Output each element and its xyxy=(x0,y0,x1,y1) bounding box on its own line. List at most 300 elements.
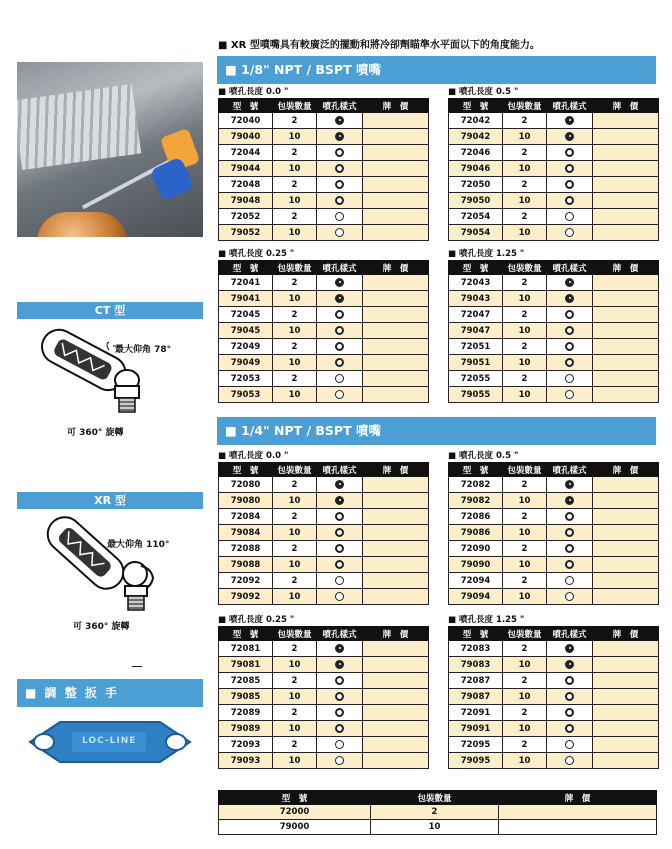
orifice-style-cell xyxy=(317,589,363,605)
orifice-style-cell xyxy=(317,307,363,323)
model-cell: 79055 xyxy=(449,387,503,403)
model-cell: 79084 xyxy=(219,525,273,541)
table-row xyxy=(449,339,659,355)
orifice-ring-icon xyxy=(335,196,344,205)
price-cell xyxy=(593,641,659,657)
col-price: 牌 價 xyxy=(593,627,659,641)
spec-table xyxy=(448,626,659,769)
model-cell: 79049 xyxy=(219,355,273,371)
model-cell: 72047 xyxy=(449,307,503,323)
orifice-style-cell xyxy=(547,657,593,673)
price-cell xyxy=(593,145,659,161)
model-cell: 79047 xyxy=(449,323,503,339)
xr-nozzle-diagram xyxy=(17,512,203,632)
qty-cell: 10 xyxy=(503,323,547,339)
qty-cell: 10 xyxy=(273,525,317,541)
col-style: 噴孔樣式 xyxy=(317,261,363,275)
ct-nozzle-diagram xyxy=(17,322,203,438)
price-cell xyxy=(593,657,659,673)
table-row xyxy=(219,721,429,737)
price-cell xyxy=(363,753,429,769)
model-cell: 79092 xyxy=(219,589,273,605)
model-cell: 72041 xyxy=(219,275,273,291)
price-cell xyxy=(499,805,657,820)
orifice-open-icon xyxy=(335,374,344,383)
price-cell xyxy=(593,339,659,355)
orifice-style-cell xyxy=(547,705,593,721)
orifice-ring-icon xyxy=(565,148,574,157)
qty-cell: 10 xyxy=(273,557,317,573)
orifice-full-icon xyxy=(335,132,344,141)
model-cell: 79086 xyxy=(449,525,503,541)
spec-table xyxy=(448,462,659,605)
col-model: 型 號 xyxy=(219,261,273,275)
orifice-style-cell xyxy=(547,493,593,509)
table-row xyxy=(219,371,429,387)
qty-cell: 2 xyxy=(273,339,317,355)
orifice-ring-icon xyxy=(565,676,574,685)
orifice-style-cell xyxy=(317,721,363,737)
col-qty: 包裝數量 xyxy=(503,463,547,477)
price-cell xyxy=(363,339,429,355)
orifice-style-cell xyxy=(317,387,363,403)
col-price: 牌 價 xyxy=(363,261,429,275)
model-cell: 72055 xyxy=(449,371,503,387)
model-cell: 72088 xyxy=(219,541,273,557)
table-row xyxy=(219,477,429,493)
table-row xyxy=(449,209,659,225)
orifice-style-cell xyxy=(547,387,593,403)
model-cell: 72086 xyxy=(449,509,503,525)
qty-cell: 10 xyxy=(503,557,547,573)
orifice-style-cell xyxy=(317,129,363,145)
col-qty: 包裝數量 xyxy=(273,627,317,641)
price-cell xyxy=(593,689,659,705)
orifice-style-cell xyxy=(317,275,363,291)
model-cell: 72043 xyxy=(449,275,503,291)
qty-cell: 10 xyxy=(273,753,317,769)
orifice-style-cell xyxy=(547,355,593,371)
model-cell: 79080 xyxy=(219,493,273,509)
orifice-style-cell xyxy=(547,177,593,193)
price-cell xyxy=(593,177,659,193)
orifice-style-cell xyxy=(317,161,363,177)
orifice-style-cell xyxy=(317,689,363,705)
orifice-style-cell xyxy=(547,145,593,161)
qty-cell: 10 xyxy=(503,355,547,371)
orifice-full-icon xyxy=(565,132,574,141)
orifice-style-cell xyxy=(317,509,363,525)
model-cell: 72052 xyxy=(219,209,273,225)
qty-cell: 2 xyxy=(503,145,547,161)
table-row xyxy=(219,509,429,525)
table-row xyxy=(449,193,659,209)
model-cell: 72081 xyxy=(219,641,273,657)
price-cell xyxy=(363,291,429,307)
col-price: 牌 價 xyxy=(593,261,659,275)
divider xyxy=(132,666,142,667)
table-row xyxy=(449,161,659,177)
orifice-style-cell xyxy=(547,129,593,145)
price-cell xyxy=(593,557,659,573)
orifice-ring-icon xyxy=(335,676,344,685)
spec-table-title: ■ 噴孔長度 0.25 " xyxy=(218,615,295,625)
orifice-full-icon xyxy=(565,116,574,125)
model-cell: 79042 xyxy=(449,129,503,145)
table-row xyxy=(449,737,659,753)
orifice-ring-icon xyxy=(335,512,344,521)
qty-cell: 10 xyxy=(273,291,317,307)
orifice-ring-icon xyxy=(335,164,344,173)
table-row xyxy=(449,753,659,769)
spec-table-block xyxy=(218,614,428,769)
price-cell xyxy=(593,721,659,737)
orifice-ring-icon xyxy=(335,180,344,189)
orifice-style-cell xyxy=(317,641,363,657)
orifice-ring-icon xyxy=(335,342,344,351)
col-model: 型 號 xyxy=(219,99,273,113)
orifice-open-icon xyxy=(565,228,574,237)
spec-table xyxy=(448,260,659,403)
orifice-ring-icon xyxy=(565,326,574,335)
orifice-style-cell xyxy=(547,689,593,705)
model-cell: 72085 xyxy=(219,673,273,689)
price-cell xyxy=(363,641,429,657)
orifice-ring-icon xyxy=(565,544,574,553)
qty-cell: 10 xyxy=(273,689,317,705)
price-cell xyxy=(363,689,429,705)
price-cell xyxy=(363,387,429,403)
model-cell: 79000 xyxy=(219,820,371,835)
table-row xyxy=(449,113,659,129)
orifice-style-cell xyxy=(317,323,363,339)
table-row xyxy=(449,705,659,721)
table-row xyxy=(449,291,659,307)
orifice-open-icon xyxy=(565,390,574,399)
price-cell xyxy=(363,573,429,589)
qty-cell: 2 xyxy=(273,673,317,689)
price-cell xyxy=(363,493,429,509)
orifice-style-cell xyxy=(547,161,593,177)
model-cell: 79081 xyxy=(219,657,273,673)
spec-table xyxy=(218,260,429,403)
col-model: 型 號 xyxy=(449,463,503,477)
table-row xyxy=(449,657,659,673)
spec-table-block xyxy=(218,450,428,605)
col-model: 型 號 xyxy=(449,261,503,275)
orifice-open-icon xyxy=(565,212,574,221)
orifice-style-cell xyxy=(317,209,363,225)
price-cell xyxy=(593,541,659,557)
col-qty: 包裝數量 xyxy=(503,99,547,113)
price-cell xyxy=(363,323,429,339)
qty-cell: 10 xyxy=(503,493,547,509)
orifice-style-cell xyxy=(317,657,363,673)
model-cell: 72092 xyxy=(219,573,273,589)
col-qty: 包裝數量 xyxy=(273,261,317,275)
model-cell: 72046 xyxy=(449,145,503,161)
table-row xyxy=(219,209,429,225)
model-cell: 72087 xyxy=(449,673,503,689)
table-row xyxy=(449,573,659,589)
price-cell xyxy=(363,737,429,753)
model-cell: 72094 xyxy=(449,573,503,589)
orifice-ring-icon xyxy=(335,724,344,733)
ct-max-angle-label: 最大仰角 78° xyxy=(115,345,172,355)
orifice-open-icon xyxy=(335,740,344,749)
qty-cell: 2 xyxy=(503,673,547,689)
qty-cell: 10 xyxy=(273,387,317,403)
table-row xyxy=(449,275,659,291)
coolant-nozzle-photo xyxy=(17,62,203,237)
col-model: 型 號 xyxy=(449,99,503,113)
table-row xyxy=(219,820,657,835)
orifice-full-icon xyxy=(335,278,344,287)
table-row xyxy=(219,541,429,557)
orifice-style-cell xyxy=(547,753,593,769)
qty-cell: 10 xyxy=(503,387,547,403)
model-cell: 72045 xyxy=(219,307,273,323)
orifice-ring-icon xyxy=(335,148,344,157)
table-row xyxy=(449,721,659,737)
price-cell xyxy=(593,705,659,721)
model-cell: 72050 xyxy=(449,177,503,193)
orifice-ring-icon xyxy=(565,692,574,701)
orifice-full-icon xyxy=(565,480,574,489)
adjustment-wrench-image xyxy=(20,712,200,772)
orifice-style-cell xyxy=(317,541,363,557)
qty-cell: 2 xyxy=(273,641,317,657)
table-row xyxy=(219,387,429,403)
orifice-ring-icon xyxy=(565,310,574,319)
price-cell xyxy=(363,177,429,193)
col-qty: 包裝數量 xyxy=(273,463,317,477)
table-row xyxy=(449,371,659,387)
model-cell: 72084 xyxy=(219,509,273,525)
qty-cell: 2 xyxy=(503,339,547,355)
price-cell xyxy=(363,193,429,209)
qty-cell: 10 xyxy=(503,525,547,541)
qty-cell: 2 xyxy=(503,705,547,721)
qty-cell: 2 xyxy=(503,209,547,225)
qty-cell: 10 xyxy=(273,161,317,177)
model-cell: 72093 xyxy=(219,737,273,753)
orifice-ring-icon xyxy=(335,560,344,569)
qty-cell: 2 xyxy=(273,705,317,721)
model-cell: 72000 xyxy=(219,805,371,820)
price-cell xyxy=(593,573,659,589)
spec-table xyxy=(218,626,429,769)
qty-cell: 2 xyxy=(273,177,317,193)
orifice-ring-icon xyxy=(335,708,344,717)
model-cell: 79083 xyxy=(449,657,503,673)
table-row xyxy=(219,689,429,705)
orifice-ring-icon xyxy=(565,358,574,367)
model-cell: 72049 xyxy=(219,339,273,355)
page-headline: ■ XR 型噴嘴具有較廣泛的擺動和將冷卻劑瞄準水平面以下的角度能力。 xyxy=(218,40,540,51)
table-row xyxy=(449,129,659,145)
orifice-open-icon xyxy=(565,756,574,765)
table-row xyxy=(449,589,659,605)
price-cell xyxy=(593,753,659,769)
qty-cell: 2 xyxy=(503,371,547,387)
price-cell xyxy=(593,113,659,129)
price-cell xyxy=(499,820,657,835)
orifice-style-cell xyxy=(317,193,363,209)
table-row xyxy=(219,307,429,323)
model-cell: 72053 xyxy=(219,371,273,387)
orifice-style-cell xyxy=(547,541,593,557)
price-cell xyxy=(593,323,659,339)
orifice-open-icon xyxy=(335,756,344,765)
wrench-brand-logo: LOC-LINE xyxy=(82,736,137,746)
price-cell xyxy=(593,673,659,689)
qty-cell: 10 xyxy=(503,225,547,241)
model-cell: 79046 xyxy=(449,161,503,177)
orifice-ring-icon xyxy=(335,692,344,701)
table-row xyxy=(219,339,429,355)
model-cell: 72048 xyxy=(219,177,273,193)
orifice-style-cell xyxy=(317,525,363,541)
orifice-style-cell xyxy=(547,477,593,493)
price-cell xyxy=(593,371,659,387)
table-row xyxy=(449,557,659,573)
col-price: 牌 價 xyxy=(499,791,657,805)
model-cell: 79088 xyxy=(219,557,273,573)
orifice-ring-icon xyxy=(565,196,574,205)
qty-cell: 10 xyxy=(273,225,317,241)
orifice-full-icon xyxy=(335,496,344,505)
price-cell xyxy=(593,477,659,493)
orifice-ring-icon xyxy=(565,560,574,569)
col-style: 噴孔樣式 xyxy=(547,261,593,275)
price-cell xyxy=(593,275,659,291)
qty-cell: 2 xyxy=(273,477,317,493)
qty-cell: 2 xyxy=(371,805,499,820)
price-cell xyxy=(363,209,429,225)
price-cell xyxy=(363,275,429,291)
orifice-style-cell xyxy=(317,291,363,307)
price-cell xyxy=(363,355,429,371)
model-cell: 79090 xyxy=(449,557,503,573)
qty-cell: 10 xyxy=(273,721,317,737)
table-row xyxy=(219,145,429,161)
table-row xyxy=(449,355,659,371)
table-row xyxy=(219,355,429,371)
orifice-style-cell xyxy=(317,477,363,493)
orifice-ring-icon xyxy=(565,512,574,521)
qty-cell: 2 xyxy=(273,541,317,557)
section-title-1-4: ■ 1/4" NPT / BSPT 噴嘴 xyxy=(217,417,656,445)
qty-cell: 10 xyxy=(503,589,547,605)
ct-type-label: CT 型 xyxy=(17,302,203,319)
price-cell xyxy=(593,737,659,753)
table-row xyxy=(219,323,429,339)
table-row xyxy=(219,557,429,573)
orifice-ring-icon xyxy=(335,310,344,319)
qty-cell: 10 xyxy=(503,129,547,145)
orifice-style-cell xyxy=(547,323,593,339)
orifice-ring-icon xyxy=(565,708,574,717)
orifice-style-cell xyxy=(547,673,593,689)
orifice-style-cell xyxy=(547,209,593,225)
orifice-open-icon xyxy=(335,390,344,399)
table-row xyxy=(449,225,659,241)
model-cell: 72044 xyxy=(219,145,273,161)
table-row xyxy=(449,323,659,339)
spec-table-title: ■ 噴孔長度 1.25 " xyxy=(448,615,525,625)
orifice-ring-icon xyxy=(335,528,344,537)
col-qty: 包裝數量 xyxy=(371,791,499,805)
orifice-style-cell xyxy=(317,371,363,387)
model-cell: 79043 xyxy=(449,291,503,307)
qty-cell: 2 xyxy=(503,641,547,657)
table-row xyxy=(219,493,429,509)
price-cell xyxy=(363,673,429,689)
orifice-style-cell xyxy=(317,493,363,509)
model-cell: 79054 xyxy=(449,225,503,241)
xr-type-label: XR 型 xyxy=(17,492,203,509)
model-cell: 79089 xyxy=(219,721,273,737)
qty-cell: 10 xyxy=(273,657,317,673)
orifice-ring-icon xyxy=(565,180,574,189)
table-row xyxy=(449,509,659,525)
table-row xyxy=(219,525,429,541)
qty-cell: 2 xyxy=(273,573,317,589)
table-row xyxy=(219,113,429,129)
orifice-ring-icon xyxy=(335,544,344,553)
qty-cell: 10 xyxy=(273,493,317,509)
spec-table-block xyxy=(448,86,658,241)
qty-cell: 10 xyxy=(273,355,317,371)
table-row xyxy=(219,673,429,689)
table-row xyxy=(449,673,659,689)
orifice-open-icon xyxy=(565,374,574,383)
xr-max-angle-label: 最大仰角 110° xyxy=(107,540,170,550)
orifice-full-icon xyxy=(565,294,574,303)
table-row xyxy=(219,641,429,657)
qty-cell: 2 xyxy=(503,275,547,291)
qty-cell: 2 xyxy=(503,737,547,753)
qty-cell: 10 xyxy=(273,323,317,339)
qty-cell: 2 xyxy=(503,573,547,589)
orifice-full-icon xyxy=(335,660,344,669)
qty-cell: 2 xyxy=(503,113,547,129)
price-cell xyxy=(593,209,659,225)
table-row xyxy=(219,193,429,209)
spec-table-block xyxy=(448,614,658,769)
model-cell: 72083 xyxy=(449,641,503,657)
table-row xyxy=(219,705,429,721)
orifice-ring-icon xyxy=(565,724,574,733)
col-style: 噴孔樣式 xyxy=(547,463,593,477)
model-cell: 79048 xyxy=(219,193,273,209)
orifice-style-cell xyxy=(547,113,593,129)
col-price: 牌 價 xyxy=(363,627,429,641)
price-cell xyxy=(593,493,659,509)
table-row xyxy=(449,145,659,161)
orifice-style-cell xyxy=(547,371,593,387)
col-model: 型 號 xyxy=(219,791,371,805)
model-cell: 72051 xyxy=(449,339,503,355)
spec-table-title: ■ 噴孔長度 1.25 " xyxy=(448,249,525,259)
price-cell xyxy=(593,291,659,307)
table-row xyxy=(449,689,659,705)
model-cell: 79082 xyxy=(449,493,503,509)
table-row xyxy=(449,541,659,557)
orifice-open-icon xyxy=(335,592,344,601)
ct-rotate-label: 可 360° 旋轉 xyxy=(67,428,124,438)
